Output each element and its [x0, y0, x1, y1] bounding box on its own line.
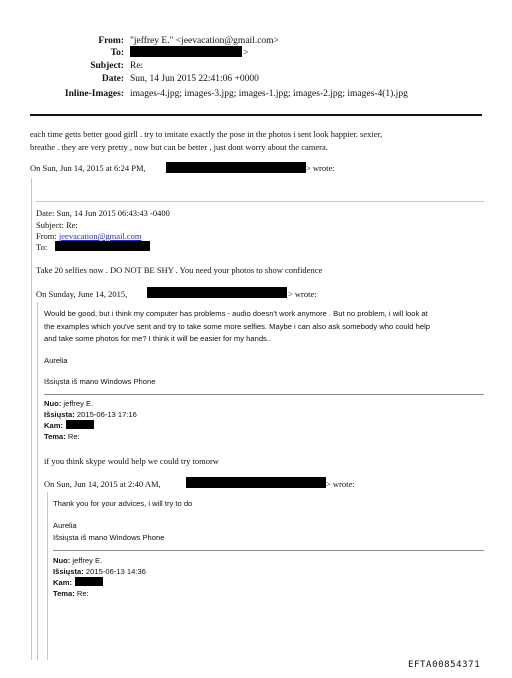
- issiusta-label: Išsiųsta:: [53, 567, 84, 576]
- tema-label: Tema:: [53, 589, 75, 598]
- issiusta-label: Išsiųsta:: [44, 410, 75, 419]
- bates-number: EFTA00854371: [408, 660, 481, 670]
- images-label: Inline-Images:: [64, 89, 124, 99]
- message-body-line: Take 20 selfies now . DO NOT BE SHY . You need your photos to show confidence: [36, 265, 323, 275]
- header-divider: [30, 114, 482, 116]
- reply-header-sent: [44, 410, 137, 419]
- quote-border: [37, 302, 38, 660]
- date-label: Date:: [101, 74, 124, 84]
- redaction-block: [75, 577, 103, 586]
- message-body-line: Thank you for your advices, i will try to do: [53, 499, 193, 508]
- quoted-to-label: To:: [36, 242, 48, 252]
- from-value: "jeffrey E." <jeevacation@gmail.com>: [130, 36, 279, 46]
- quote-attribution-prefix: On Sun, Jun 14, 2015 at 6:24 PM,: [30, 163, 146, 173]
- quote-border: [47, 492, 48, 660]
- message-body-line: breathe . they are very pretty , now but can be better , just dont worry about the camera.: [30, 142, 328, 152]
- nuo-value: jeffrey E.: [70, 556, 103, 565]
- redaction-block: [130, 46, 242, 57]
- quote-attribution-suffix: > wrote:: [306, 163, 335, 173]
- subject-label: Subject:: [90, 61, 124, 71]
- sent-from-line: Išsiųsta iš mano Windows Phone: [44, 377, 156, 386]
- quoted-date: Date: Sun, 14 Jun 2015 06:43:43 -0400: [36, 208, 170, 218]
- signature: Aurelia: [53, 521, 77, 530]
- quote-separator: [36, 201, 484, 202]
- redaction-block: [186, 477, 326, 488]
- reply-header-subject: [53, 589, 89, 598]
- quote-attribution-prefix: On Sun, Jun 14, 2015 at 2:40 AM,: [44, 479, 161, 489]
- images-value: images-4.jpg; images-3.jpg; images-1.jpg; images-2.jpg; images-4(1).jpg: [130, 89, 408, 99]
- sent-from-line: Išsiųsta iš mano Windows Phone: [53, 533, 165, 542]
- to-label: To:: [110, 48, 124, 58]
- issiusta-value: 2015-06-13 14:36: [83, 567, 146, 576]
- quote-attribution-prefix: On Sunday, June 14, 2015,: [36, 289, 128, 299]
- quoted-from-label: From:: [36, 231, 59, 241]
- kam-label: Kam:: [53, 578, 72, 587]
- date-value: Sun, 14 Jun 2015 22:41:06 +0000: [130, 74, 259, 84]
- kam-label: Kam:: [44, 421, 63, 430]
- message-body-line: the examples which you've sent and try to take some more selfies. Maybe i can also ask somebody who could help: [44, 322, 430, 331]
- sender-email-link[interactable]: jeevacation@gmail.com: [58, 231, 142, 241]
- nuo-label: Nuo:: [44, 399, 62, 408]
- quote-border: [31, 178, 32, 660]
- tema-value: Re:: [65, 432, 80, 441]
- to-suffix: >: [243, 48, 249, 58]
- signature: Aurelia: [44, 356, 68, 365]
- message-body-line: Would be good, but i think my computer has problems - audio doesn't work anymore . But no problem, i will look at: [44, 309, 428, 318]
- redaction-block: [66, 420, 94, 429]
- quote-attribution-suffix: > wrote:: [288, 289, 317, 299]
- message-body-line: if you think skype would help we could try tomorw: [44, 456, 219, 466]
- reply-separator: [44, 394, 484, 395]
- tema-value: Re:: [74, 589, 89, 598]
- nuo-value: jeffrey E.: [61, 399, 94, 408]
- reply-header-from: [53, 556, 102, 565]
- from-label: From:: [98, 36, 124, 46]
- reply-separator: [53, 550, 484, 551]
- quoted-subject: Subject: Re:: [36, 220, 78, 230]
- message-body-line: and take some photos for me? I think it will be easier for my hands..: [44, 334, 272, 343]
- nuo-label: Nuo:: [53, 556, 71, 565]
- tema-label: Tema:: [44, 432, 66, 441]
- subject-value: Re:: [130, 61, 144, 71]
- quote-attribution-suffix: > wrote:: [326, 479, 355, 489]
- message-body-line: each time getts better good girll . try to imitate exactly the pose in the photos i sent look happier. sexier,: [30, 129, 383, 139]
- redaction-block: [147, 287, 287, 298]
- reply-header-from: [44, 399, 93, 408]
- reply-header-subject: [44, 432, 80, 441]
- quoted-from: [36, 231, 142, 241]
- redaction-block: [55, 241, 150, 251]
- reply-header-sent: [53, 567, 146, 576]
- issiusta-value: 2015-06-13 17:16: [74, 410, 137, 419]
- redaction-block: [166, 162, 306, 173]
